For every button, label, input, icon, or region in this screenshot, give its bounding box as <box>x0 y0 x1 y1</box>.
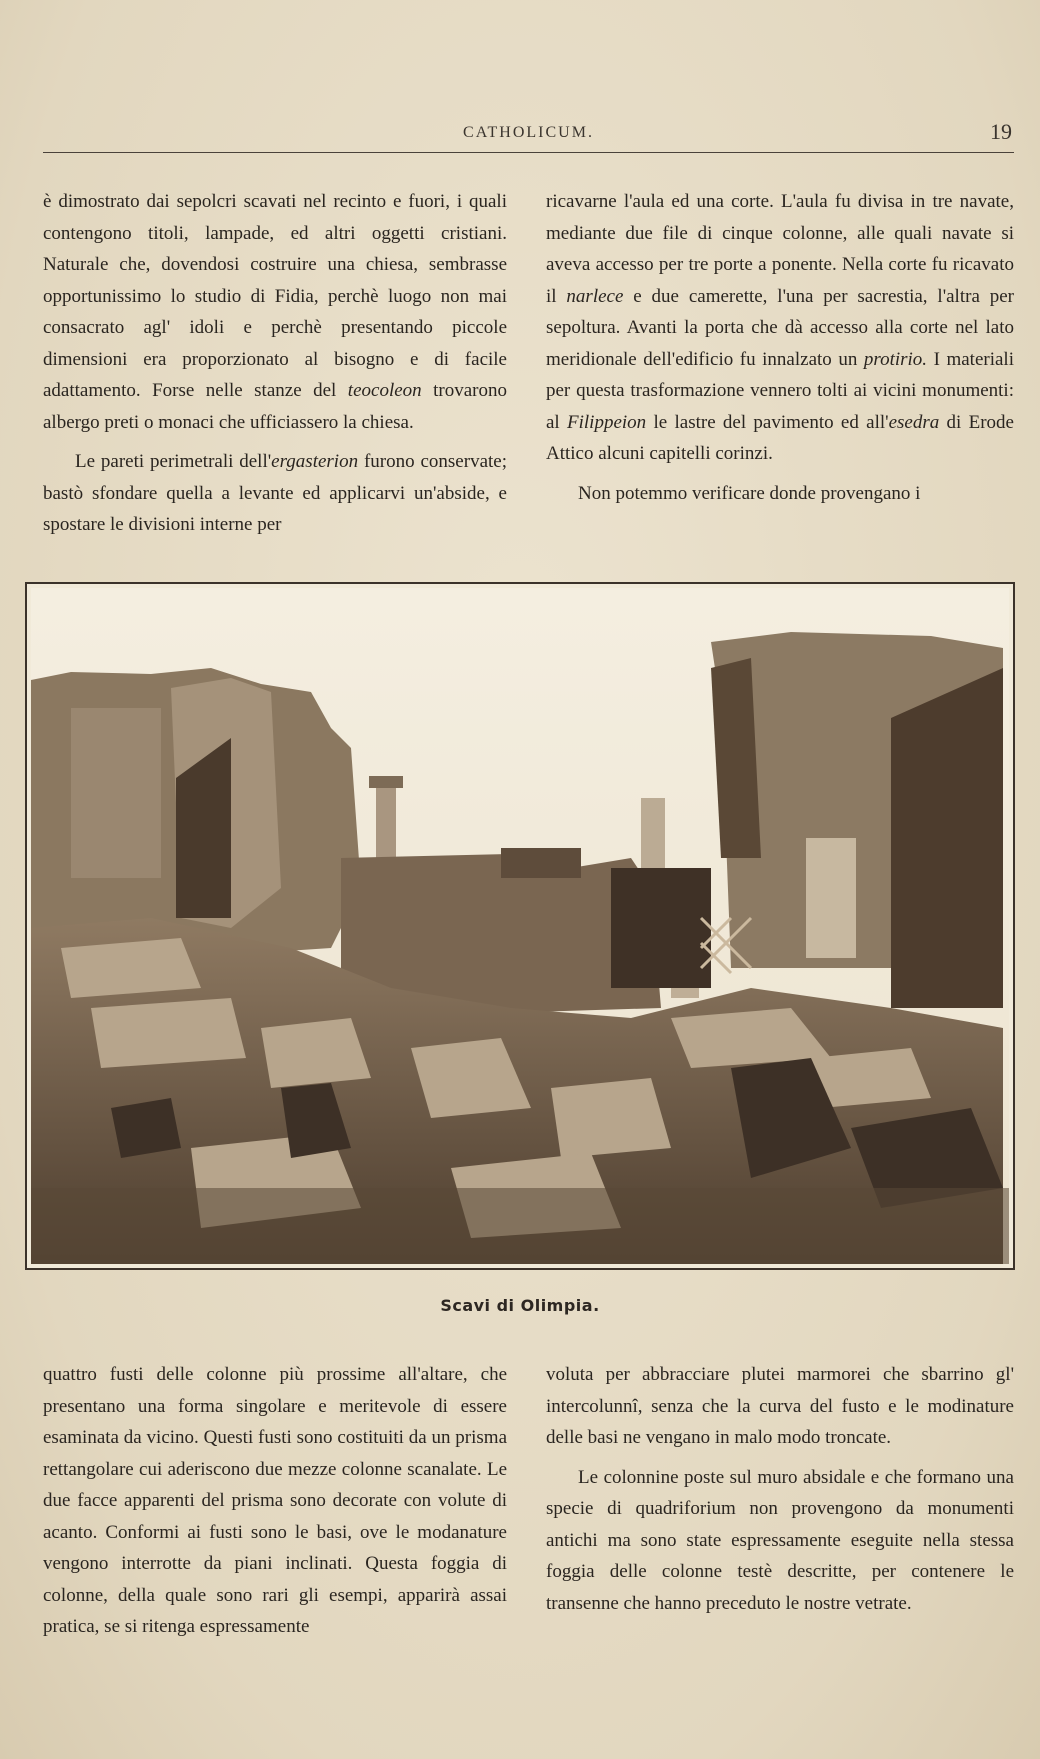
italic-term: ergasterion <box>271 451 359 472</box>
italic-term: teocoleon <box>347 380 422 401</box>
page-header <box>43 118 1014 153</box>
page-number: 19 <box>990 119 1012 144</box>
italic-term: protirio. <box>863 348 928 370</box>
text-column-bottom-right <box>546 1359 1014 1619</box>
figure-caption: Scavi di Olimpia. <box>440 1296 600 1315</box>
text-column-bottom-left <box>43 1359 507 1643</box>
paragraph: è dimostrato dai sepolcri scavati nel recinto e fuori, i quali contengono titoli, lampade, ed altri oggetti cristiani. Naturale che, dovendosi costruire una chiesa, sembrasse opportunissimo lo studio di Fidia, perchè luogo non mai consacrato agl' idoli e perchè presentando piccole dimensioni era proporzionato al bisogno e di facile adattamento. Forse nelle stanze del teocoleon trovarono albergo preti o monaci che ufficiassero la chiesa. <box>43 191 507 433</box>
paragraph: Le pareti perimetrali dell'ergasterion furono conservate; bastò sfondare quella a levante ed applicarvi un'abside, e spostare le divisioni interne per <box>43 451 507 535</box>
paragraph: Non potemmo verificare donde provengano i <box>578 482 921 504</box>
italic-term: Filippeion <box>567 411 647 433</box>
photograph-olympia-excavations <box>25 582 1015 1270</box>
paragraph: ricavarne l'aula ed una corte. L'aula fu divisa in tre navate, mediante due file di cinque colonne, alle quali navate si aveva accesso per tre porte a ponente. Nella corte fu ricavato il narlece e due camerette, l'una per sacrestia, l'altra per sepoltura. Avanti la porta che dà accesso alla corte nel lato meridionale dell'edificio fu innalzato un protirio. I materiali per questa trasformazione vennero tolti ai vicini monumenti: al Filippeion le lastre del pavimento ed all'esedra di Erode Attico alcuni capitelli corinzi. <box>546 191 1014 464</box>
text-column-top-right <box>546 186 1014 509</box>
italic-term: narlece <box>566 285 624 307</box>
paragraph: voluta per abbracciare plutei marmorei che sbarrino gl' intercolunnî, senza che la curva del fusto e le modinature delle basi ne vengano in malo modo troncate. <box>546 1364 1014 1448</box>
running-title: CATHOLICUM. <box>463 124 594 141</box>
text-column-top-left <box>43 186 507 541</box>
paragraph: quattro fusti delle colonne più prossime all'altare, che presentano una forma singolare e meritevole di essere esaminata da vicino. Questi fusti sono costituiti da un prisma rettangolare cui aderiscono due mezze colonne scanalate. Le due facce apparenti del prisma sono decorate con volute di acanto. Conformi ai fusti sono le basi, ove le modanature vengono interrotte da piani inclinati. Questa foggia di colonne, della quale sono rari gli esempi, apparirà assai pratica, se si ritenga espressamente <box>43 1364 507 1637</box>
paragraph: Le colonnine poste sul muro absidale e che formano una specie di quadriforium non provengono da monumenti antichi ma sono state espressamente eseguite nella stessa foggia delle colonne testè descritte, per contenere le transenne che hanno preceduto le nostre vetrate. <box>546 1466 1014 1614</box>
ruins-photo-illustration <box>31 588 1009 1264</box>
italic-term: esedra <box>888 411 940 433</box>
